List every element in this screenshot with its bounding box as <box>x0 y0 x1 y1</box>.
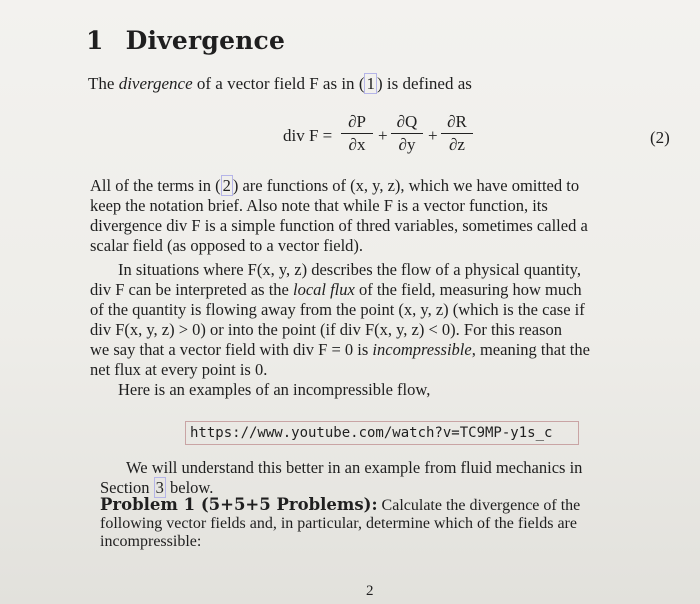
text-line: scalar field (as opposed to a vector field). <box>90 236 364 255</box>
equation-lhs: div F = <box>283 126 333 145</box>
intro-text-2: of a vector field F as in <box>192 74 359 93</box>
page-number: 2 <box>366 583 374 599</box>
fraction-dp-dx: $\frac{\partial P}{\partial x}$ <box>341 112 373 155</box>
problem-1 <box>100 496 660 551</box>
text-line: We will understand this better in an example from fluid mechanics in <box>126 458 583 477</box>
section-ref-link[interactable]: 3 <box>155 478 164 497</box>
intro-text-1: The <box>88 74 119 93</box>
text-line: Problem 1 (5+5+5 Problems): Calculate the divergence of the <box>100 495 581 514</box>
text-line: Section 3 below. <box>100 478 214 497</box>
intro-text-3: ) is defined as <box>376 74 472 93</box>
equation-ref-link[interactable]: 2 <box>222 176 231 195</box>
text-line: we say that a vector field with div F = 0 is incompressible, meaning that the <box>90 340 590 359</box>
paragraph-1 <box>90 176 670 256</box>
intro-term: divergence <box>118 74 193 93</box>
emphasis-local-flux: local flux <box>292 280 355 299</box>
equation-number: (2) <box>650 128 670 147</box>
intro-sentence: The divergence of a vector field F as in ( 1 ) is defined as <box>88 74 472 93</box>
fraction-dq-dy: $\frac{\partial Q}{\partial y}$ <box>391 112 423 155</box>
paragraph-2 <box>90 260 670 400</box>
youtube-url-link[interactable]: https://www.youtube.com/watch?v=TC9MP-y1s_c <box>185 421 579 445</box>
problem-label: Problem 1 (5+5+5 Problems): <box>100 495 378 514</box>
text-line: following vector fields and, in particular, determine which of the fields are <box>100 515 577 532</box>
fraction-dr-dz: $\frac{\partial R}{\partial z}$ <box>441 112 473 155</box>
plus-sign: + <box>428 126 438 145</box>
plus-sign: + <box>378 126 388 145</box>
section-title: Divergence <box>125 26 286 55</box>
equation-ref-link[interactable]: 1 <box>366 74 375 93</box>
text-line: All of the terms in ( 2 ) are functions of (x, y, z), which we have omitted to <box>90 176 580 195</box>
text-line: In situations where F(x, y, z) describes the flow of a physical quantity, <box>118 260 581 279</box>
text-line: div F can be interpreted as the local flux of the field, measuring how much <box>90 280 582 299</box>
paragraph-3 <box>100 458 680 498</box>
emphasis-incompressible: incompressible <box>372 340 472 359</box>
text-line: div F(x, y, z) > 0) or into the point (if div F(x, y, z) < 0). For this reason <box>90 320 562 339</box>
section-heading <box>86 26 285 55</box>
text-line: keep the notation brief. Also note that while F is a vector function, its <box>90 196 548 215</box>
section-number: 1 <box>86 26 104 55</box>
text-line: divergence div F is a simple function of thred variables, sometimes called a <box>90 216 588 235</box>
text-line: of the quantity is flowing away from the point (x, y, z) (which is the case if <box>90 300 585 319</box>
text-line: Here is an examples of an incompressible flow, <box>118 380 431 399</box>
text-line: incompressible: <box>100 533 202 550</box>
text-line: net flux at every point is 0. <box>90 360 268 379</box>
